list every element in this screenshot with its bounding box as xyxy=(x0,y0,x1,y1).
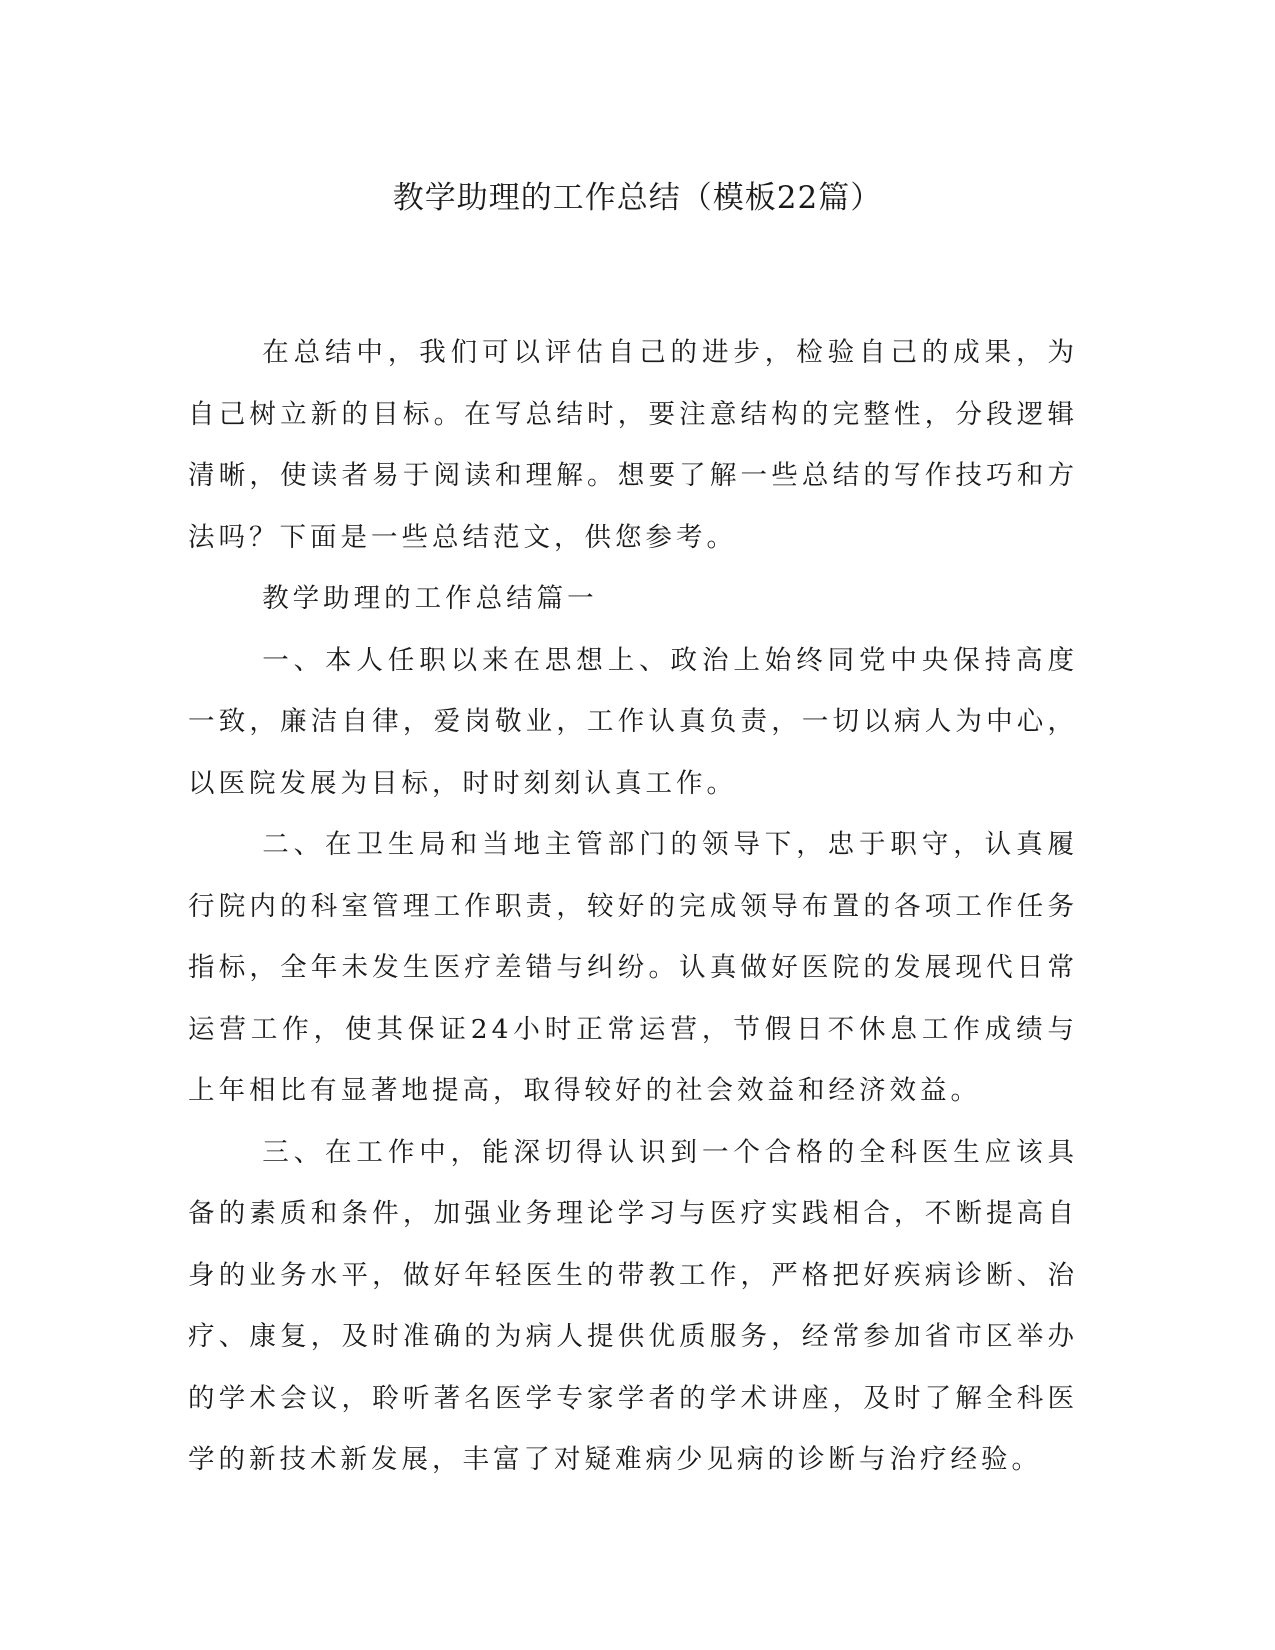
body-paragraph-2: 二、在卫生局和当地主管部门的领导下，忠于职守，认真履行院内的科室管理工作职责，较好的完成领导布置的各项工作任务指标，全年未发生医疗差错与纠纷。认真做好医院的发展现代日常运营工作，使其保证24小时正常运营，节假日不休息工作成绩与上年相比有显著地提高，取得较好的社会效益和经济效益。 xyxy=(188,829,1078,1106)
body-paragraph-3: 三、在工作中，能深切得认识到一个合格的全科医生应该具备的素质和条件，加强业务理论学习与医疗实践相合，不断提高自身的业务水平，做好年轻医生的带教工作，严格把好疾病诊断、治疗、康复，及时准确的为病人提供优质服务，经常参加省市区举办的学术会议，聆听著名医学专家学者的学术讲座，及时了解全科医学的新技术新发展，丰富了对疑难病少见病的诊断与治疗经验。 xyxy=(188,1136,1078,1475)
document-body xyxy=(188,322,1078,1491)
body-paragraph-1: 一、本人任职以来在思想上、政治上始终同党中央保持高度一致，廉洁自律，爱岗敬业，工作认真负责，一切以病人为中心，以医院发展为目标，时时刻刻认真工作。 xyxy=(188,644,1078,799)
intro-paragraph: 在总结中，我们可以评估自己的进步，检验自己的成果，为自己树立新的目标。在写总结时，要注意结构的完整性，分段逻辑清晰，使读者易于阅读和理解。想要了解一些总结的写作技巧和方法吗？下面是一些总结范文，供您参考。 xyxy=(188,337,1078,553)
section-heading: 教学助理的工作总结篇一 xyxy=(262,583,598,614)
document-title: 教学助理的工作总结（模板22篇） xyxy=(392,180,883,216)
